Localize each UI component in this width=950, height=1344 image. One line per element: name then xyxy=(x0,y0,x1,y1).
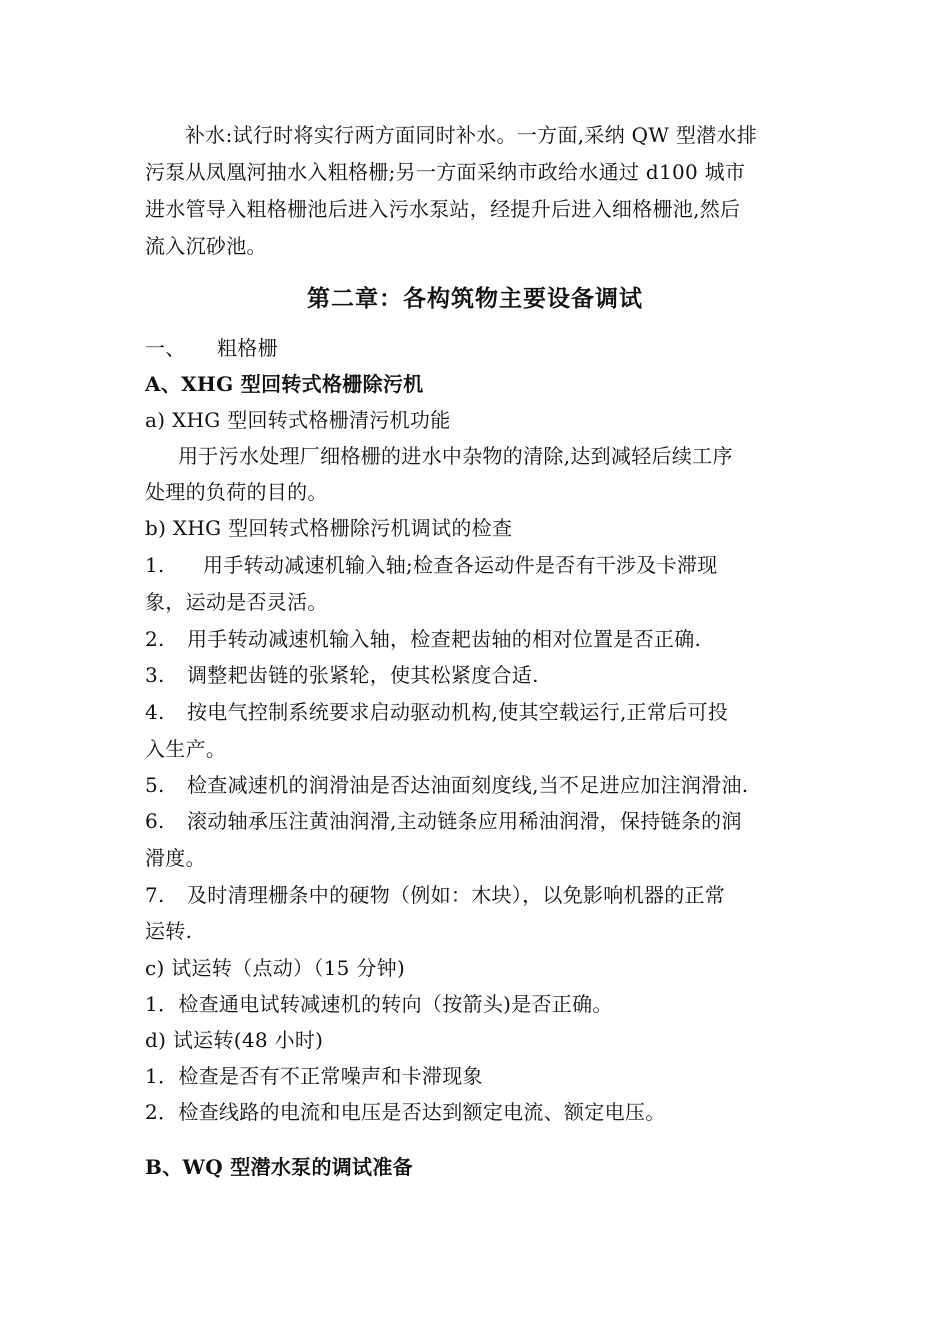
list-item-5 xyxy=(145,770,815,800)
intro-line-2: 污泵从凤凰河抽水入粗格栅;另一方面采纳市政给水通过 d100 城市 xyxy=(145,160,746,184)
list-item-text: 滚动轴承压注黄油润滑,主动链条应用稀油润滑，保持链条的润 xyxy=(187,809,742,833)
list-item-text: 检查减速机的润滑油是否达油面刻度线,当不足进应加注润滑油. xyxy=(187,773,749,797)
list-item-4-continued: 入生产。 xyxy=(145,737,227,761)
a-heading: a) XHG 型回转式格栅清污机功能 xyxy=(145,408,451,432)
subsection-b-heading: B、WQ 型潜水泵的调试准备 xyxy=(145,1155,413,1179)
section-1-number: 一、 xyxy=(145,336,186,360)
list-item-number: 5. xyxy=(145,773,165,797)
list-item-7-continued: 运转. xyxy=(145,919,193,943)
list-item-number: 7. xyxy=(145,883,165,907)
intro-line-1: 补水:试行时将实行两方面同时补水。一方面,采纳 QW 型潜水排 xyxy=(185,123,758,147)
intro-line-4: 流入沉砂池。 xyxy=(145,234,267,258)
c-heading: c) 试运转（点动）（15 分钟) xyxy=(145,956,406,980)
a-text-line-1: 用于污水处理厂细格栅的进水中杂物的清除,达到减轻后续工序 xyxy=(178,444,733,468)
list-item-text: 按电气控制系统要求启动驱动机构,使其空载运行,正常后可投 xyxy=(187,700,729,724)
list-item-7 xyxy=(145,880,815,910)
list-item-3 xyxy=(145,660,815,690)
list-item-number: 3. xyxy=(145,663,165,687)
list-item-text: 及时清理栅条中的硬物（例如：木块），以免影响机器的正常 xyxy=(187,883,726,907)
d-item-2: 2．检查线路的电流和电压是否达到额定电流、额定电压。 xyxy=(145,1100,666,1124)
list-item-4 xyxy=(145,697,815,727)
intro-line-3: 进水管导入粗格栅池后进入污水泵站，经提升后进入细格栅池,然后 xyxy=(145,197,741,221)
list-item-text: 用手转动减速机输入轴;检查各运动件是否有干涉及卡滞现 xyxy=(203,553,718,577)
list-item-6-continued: 滑度。 xyxy=(145,846,206,870)
list-item-1 xyxy=(145,550,815,580)
list-item-6 xyxy=(145,806,815,836)
list-item-number: 6. xyxy=(145,809,165,833)
subsection-a-heading: A、XHG 型回转式格栅除污机 xyxy=(145,372,424,396)
d-item-1: 1．检查是否有不正常噪声和卡滞现象 xyxy=(145,1064,483,1088)
chapter-title: 第二章：各构筑物主要设备调试 xyxy=(307,285,643,312)
list-item-number: 2. xyxy=(145,627,165,651)
c-item-1: 1．检查通电试转减速机的转向（按箭头)是否正确。 xyxy=(145,992,613,1016)
a-text-line-2: 处理的负荷的目的。 xyxy=(145,480,328,504)
list-item-text: 用手转动减速机输入轴，检查耙齿轴的相对位置是否正确. xyxy=(187,627,702,651)
list-item-2 xyxy=(145,624,815,654)
d-heading: d) 试运转(48 小时) xyxy=(145,1028,324,1052)
list-item-number: 4. xyxy=(145,700,165,724)
b-heading: b) XHG 型回转式格栅除污机调试的检查 xyxy=(145,516,513,540)
list-item-text: 调整耙齿链的张紧轮，使其松紧度合适. xyxy=(187,663,539,687)
section-1-title: 粗格栅 xyxy=(217,336,278,360)
section-1-heading xyxy=(145,333,815,363)
list-item-1-continued: 象，运动是否灵活。 xyxy=(145,590,328,614)
list-item-number: 1. xyxy=(145,553,165,577)
